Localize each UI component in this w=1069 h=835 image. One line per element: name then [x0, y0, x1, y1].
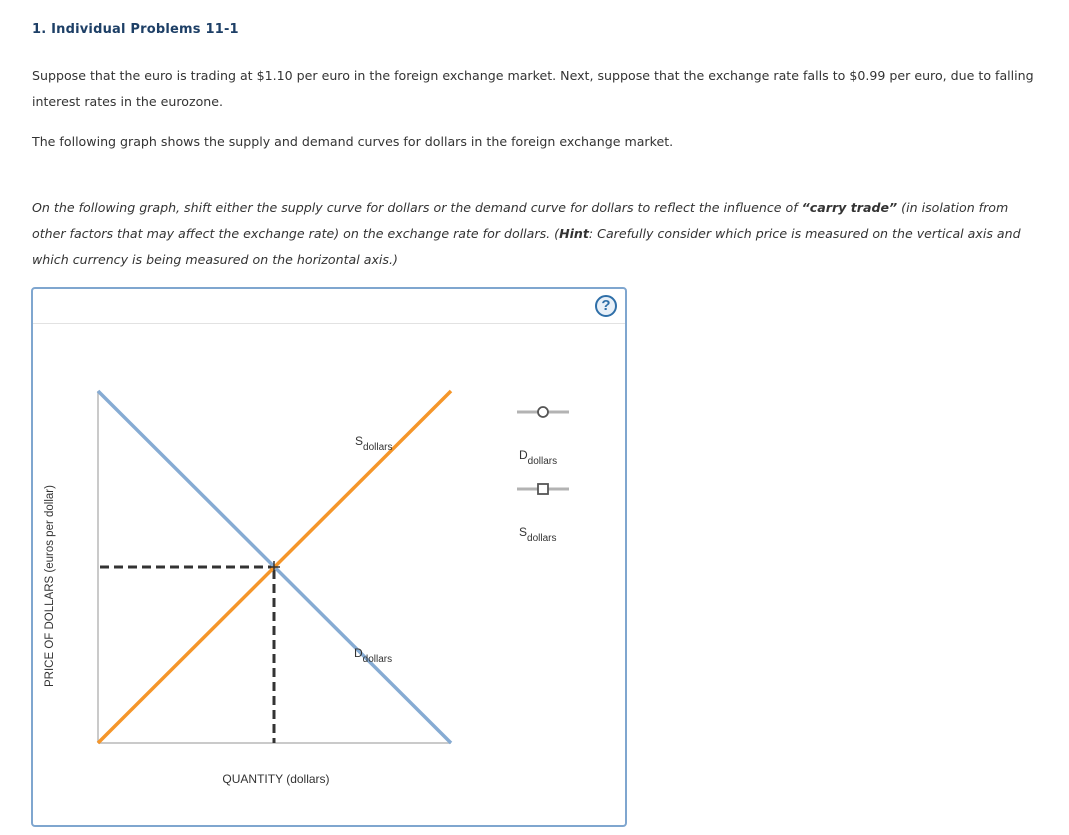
help-icon[interactable]: ? [595, 295, 617, 317]
carry-trade-term: “carry trade” [801, 200, 898, 215]
x-axis-title: QUANTITY (dollars) [222, 772, 330, 786]
graph-canvas[interactable] [33, 289, 625, 825]
demand-tool-circle-icon [538, 407, 548, 417]
instruction-text-c: (in isolation from other factors that may affect the exchange rate) on the exchange rate for dollars. ( [32, 200, 1009, 241]
hint-label: Hint [559, 226, 589, 241]
instruction-paragraph [32, 195, 1042, 273]
demand-tool-label: $D_{dollars}$ [519, 448, 558, 467]
demand-tool[interactable] [517, 407, 569, 417]
demand-curve-label: $D_{dollars}$ [354, 646, 393, 665]
instruction-text-e: : Carefully consider which price is measured on the vertical axis and which currency is being measured on the horizontal axis.) [32, 226, 1021, 267]
supply-curve-label: $S_{dollars}$ [355, 434, 393, 453]
graph-panel [31, 287, 627, 827]
instruction-text-a: On the following graph, shift either the supply curve for dollars or the demand curve for dollars to reflect the influence of [32, 200, 802, 215]
y-axis-title: PRICE OF DOLLARS (euros per dollar) [44, 485, 56, 687]
problem-title: 1. Individual Problems 11-1 [32, 22, 239, 37]
question-paragraph-2: The following graph shows the supply and demand curves for dollars in the foreign exchange market. [32, 134, 674, 149]
supply-tool-label: $S_{dollars}$ [519, 525, 557, 544]
supply-tool[interactable] [517, 484, 569, 494]
question-paragraph-1: Suppose that the euro is trading at $1.10 per euro in the foreign exchange market. Next, suppose that the exchange rate falls to $0.99 per euro, due to falling interest rates in the eurozone. [32, 68, 1034, 109]
supply-tool-square-icon [538, 484, 548, 494]
